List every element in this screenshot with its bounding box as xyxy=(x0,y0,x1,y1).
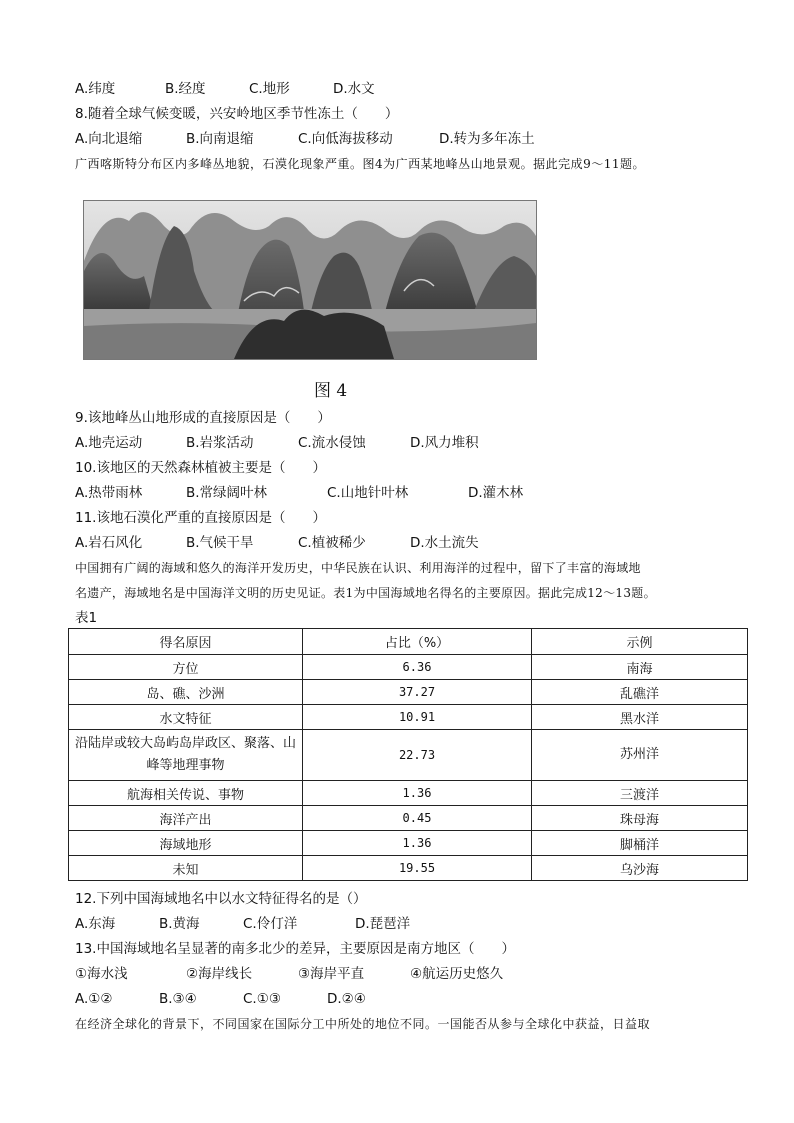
q8-stem: 8.随着全球气候变暖，兴安岭地区季节性冻土（ ） xyxy=(75,106,399,122)
q13-option-c[interactable]: C.①③ xyxy=(243,991,281,1007)
q8-option-a[interactable]: A.向北退缩 xyxy=(75,131,143,147)
q11-option-c[interactable]: C.植被稀少 xyxy=(298,535,366,551)
q13-item-3: ③海岸平直 xyxy=(298,966,365,982)
q9-option-d[interactable]: D.风力堆积 xyxy=(410,435,479,451)
cell-reason: 航海相关传说、事物 xyxy=(69,781,303,806)
cell-reason: 沿陆岸或较大岛屿岛岸政区、聚落、山峰等地理事物 xyxy=(69,730,303,781)
cell-ratio: 22.73 xyxy=(303,730,532,781)
q11-options xyxy=(75,534,479,552)
header-reason: 得名原因 xyxy=(69,629,303,655)
cell-ratio: 1.36 xyxy=(303,831,532,856)
q11-option-d[interactable]: D.水土流失 xyxy=(410,535,479,551)
q10-option-d[interactable]: D.灌木林 xyxy=(468,485,524,501)
cell-ratio: 37.27 xyxy=(303,680,532,705)
q8-options xyxy=(75,130,535,148)
table-row xyxy=(69,806,748,831)
header-example: 示例 xyxy=(532,629,748,655)
q9-option-a[interactable]: A.地壳运动 xyxy=(75,435,143,451)
q11-option-a[interactable]: A.岩石风化 xyxy=(75,535,143,551)
cell-example: 黑水洋 xyxy=(532,705,748,730)
cell-reason: 未知 xyxy=(69,856,303,881)
cell-example: 珠母海 xyxy=(532,806,748,831)
cell-ratio: 19.55 xyxy=(303,856,532,881)
q12-option-d[interactable]: D.琵琶洋 xyxy=(355,916,411,932)
q10-options xyxy=(75,484,523,502)
q13-option-d[interactable]: D.②④ xyxy=(327,991,366,1007)
q13-option-b[interactable]: B.③④ xyxy=(159,991,197,1007)
cell-ratio: 10.91 xyxy=(303,705,532,730)
cell-ratio: 6.36 xyxy=(303,655,532,680)
q13-options xyxy=(75,990,366,1008)
q7-option-b[interactable]: B.经度 xyxy=(165,81,206,97)
karst-landscape-photo xyxy=(83,200,537,360)
passage-globalization: 在经济全球化的背景下，不同国家在国际分工中所处的地位不同。一国能否从参与全球化中获益，日益取 xyxy=(75,1017,651,1031)
passage-sea-names-line1: 中国拥有广阔的海域和悠久的海洋开发历史，中华民族在认识、利用海洋的过程中，留下了丰富的海域地 xyxy=(75,561,641,575)
table-row xyxy=(69,781,748,806)
q8-option-d[interactable]: D.转为多年冻土 xyxy=(439,131,535,147)
cell-ratio: 0.45 xyxy=(303,806,532,831)
cell-ratio: 1.36 xyxy=(303,781,532,806)
q7-option-d[interactable]: D.水文 xyxy=(333,81,375,97)
q12-option-b[interactable]: B.黄海 xyxy=(159,916,200,932)
q12-options xyxy=(75,915,410,933)
q9-option-c[interactable]: C.流水侵蚀 xyxy=(298,435,366,451)
q12-option-a[interactable]: A.东海 xyxy=(75,916,116,932)
q12-stem: 12.下列中国海域地名中以水文特征得名的是（） xyxy=(75,891,367,907)
q9-option-b[interactable]: B.岩浆活动 xyxy=(186,435,254,451)
q13-stem: 13.中国海域地名呈显著的南多北少的差异，主要原因是南方地区（ ） xyxy=(75,941,515,957)
q12-option-c[interactable]: C.伶仃洋 xyxy=(243,916,298,932)
q7-option-c[interactable]: C.地形 xyxy=(249,81,290,97)
q13-item-1: ①海水浅 xyxy=(75,966,128,982)
q11-option-b[interactable]: B.气候干旱 xyxy=(186,535,254,551)
cell-example: 南海 xyxy=(532,655,748,680)
q7-options xyxy=(75,80,375,98)
q13-items xyxy=(75,965,503,983)
q9-options xyxy=(75,434,479,452)
table-header-row xyxy=(69,629,748,655)
table-row xyxy=(69,680,748,705)
cell-example: 三渡洋 xyxy=(532,781,748,806)
figure-caption: 图 4 xyxy=(314,381,348,401)
q8-option-c[interactable]: C.向低海拔移动 xyxy=(298,131,393,147)
q7-option-a[interactable]: A.纬度 xyxy=(75,81,116,97)
q11-stem: 11.该地石漠化严重的直接原因是（ ） xyxy=(75,510,326,526)
header-ratio: 占比（%） xyxy=(303,629,532,655)
table-row xyxy=(69,730,748,781)
cell-reason: 岛、礁、沙洲 xyxy=(69,680,303,705)
q10-option-a[interactable]: A.热带雨林 xyxy=(75,485,143,501)
cell-reason: 海洋产出 xyxy=(69,806,303,831)
q9-stem: 9.该地峰丛山地形成的直接原因是（ ） xyxy=(75,410,331,426)
table-row xyxy=(69,831,748,856)
table-row xyxy=(69,655,748,680)
table-row xyxy=(69,705,748,730)
cell-reason: 方位 xyxy=(69,655,303,680)
q10-option-c[interactable]: C.山地针叶林 xyxy=(327,485,409,501)
q13-option-a[interactable]: A.①② xyxy=(75,991,113,1007)
q10-stem: 10.该地区的天然森林植被主要是（ ） xyxy=(75,460,326,476)
q10-option-b[interactable]: B.常绿阔叶林 xyxy=(186,485,268,501)
table-label: 表1 xyxy=(75,610,98,626)
table-row xyxy=(69,856,748,881)
cell-reason: 水文特征 xyxy=(69,705,303,730)
cell-example: 乱礁洋 xyxy=(532,680,748,705)
q13-item-4: ④航运历史悠久 xyxy=(410,966,504,982)
passage-karst: 广西喀斯特分布区内多峰丛地貌，石漠化现象严重。图4为广西某地峰丛山地景观。据此完成9～11题。 xyxy=(75,157,646,171)
q13-item-2: ②海岸线长 xyxy=(186,966,253,982)
cell-reason: 海域地形 xyxy=(69,831,303,856)
sea-name-origin-table xyxy=(68,628,748,881)
cell-example: 苏州洋 xyxy=(532,730,748,781)
q8-option-b[interactable]: B.向南退缩 xyxy=(186,131,254,147)
passage-sea-names-line2: 名遗产，海域地名是中国海洋文明的历史见证。表1为中国海域地名得名的主要原因。据此完成12～13题。 xyxy=(75,586,656,600)
cell-example: 乌沙海 xyxy=(532,856,748,881)
cell-example: 脚桶洋 xyxy=(532,831,748,856)
